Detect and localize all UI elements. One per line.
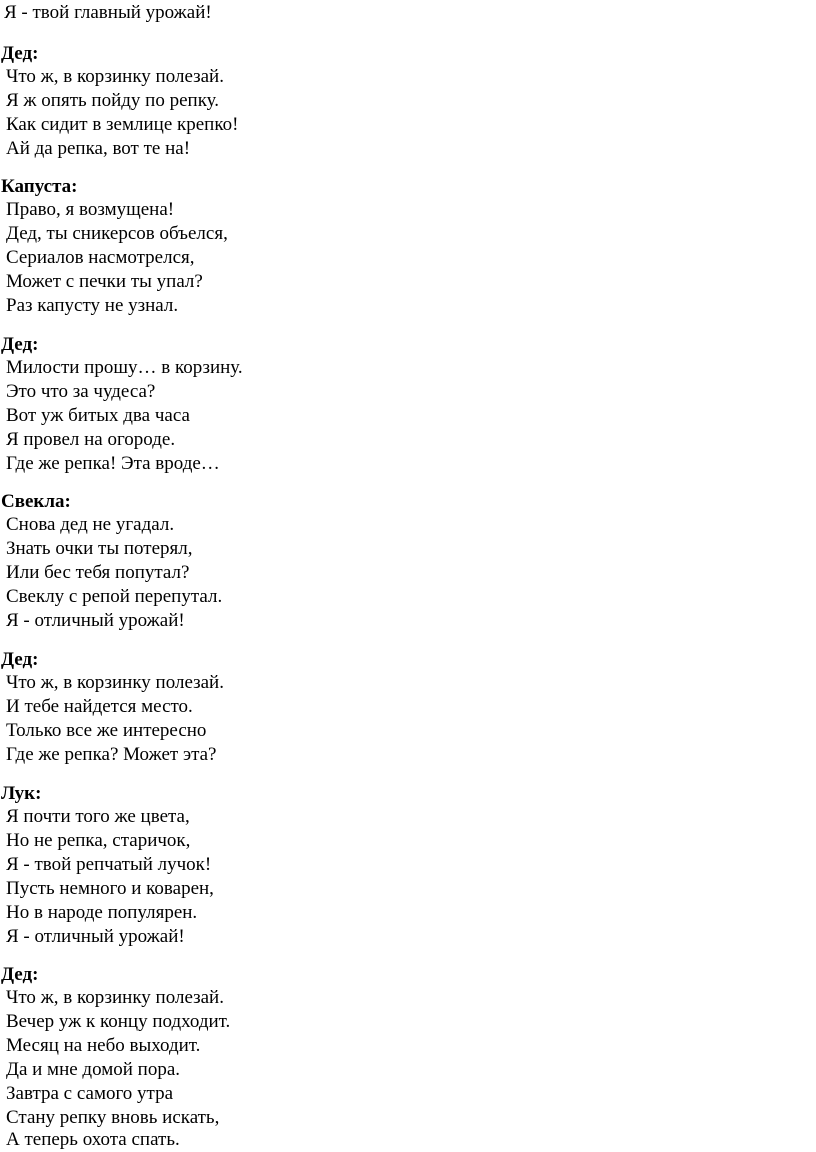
verse-line: Раз капусту не узнал.	[6, 295, 179, 316]
verse-line: Что ж, в корзинку полезай.	[6, 987, 224, 1008]
verse-line: Что ж, в корзинку полезай.	[6, 672, 224, 693]
verse-line: Снова дед не угадал.	[6, 514, 175, 535]
verse-line: Что ж, в корзинку полезай.	[6, 66, 224, 87]
speaker-label: Дед:	[1, 43, 39, 64]
verse-line: Я - отличный урожай!	[6, 926, 185, 947]
verse-line: Ай да репка, вот те на!	[6, 138, 191, 159]
verse-line: Или бес тебя попутал?	[6, 562, 190, 583]
verse-line: Но в народе популярен.	[6, 902, 198, 923]
verse-line: Месяц на небо выходит.	[6, 1035, 201, 1056]
verse-line: Свеклу с репой перепутал.	[6, 586, 223, 607]
verse-line: Где же репка! Эта вроде…	[6, 453, 220, 474]
verse-line: Я - отличный урожай!	[6, 610, 185, 631]
verse-line: Вечер уж к концу подходит.	[6, 1011, 231, 1032]
verse-line: Может с печки ты упал?	[6, 271, 203, 292]
verse-line: Как сидит в землице крепко!	[6, 114, 239, 135]
verse-line: Стану репку вновь искать,	[6, 1107, 220, 1128]
speaker-label: Лук:	[1, 783, 42, 804]
verse-line: Я провел на огороде.	[6, 429, 176, 450]
speaker-label: Дед:	[1, 649, 39, 670]
verse-line: Знать очки ты потерял,	[6, 538, 193, 559]
speaker-label: Свекла:	[1, 491, 71, 512]
verse-line: А теперь охота спать.	[6, 1129, 180, 1150]
verse-line: Пусть немного и коварен,	[6, 878, 214, 899]
verse-line: Это что за чудеса?	[6, 381, 156, 402]
verse-line: Я почти того же цвета,	[6, 806, 190, 827]
verse-line: Но не репка, старичок,	[6, 830, 191, 851]
speaker-label: Капуста:	[1, 176, 78, 197]
speaker-label: Дед:	[1, 334, 39, 355]
speaker-label: Дед:	[1, 964, 39, 985]
verse-line: Я - твой репчатый лучок!	[6, 854, 212, 875]
verse-line: Завтра с самого утра	[6, 1083, 174, 1104]
verse-line: Где же репка? Может эта?	[6, 744, 217, 765]
opening-line: Я - твой главный урожай!	[4, 2, 212, 23]
verse-line: Право, я возмущена!	[6, 199, 175, 220]
verse-line: И тебе найдется место.	[6, 696, 193, 717]
verse-line: Дед, ты сникерсов объелся,	[6, 223, 228, 244]
verse-line: Милости прошу… в корзину.	[6, 357, 243, 378]
verse-line: Сериалов насмотрелся,	[6, 247, 195, 268]
verse-line: Я ж опять пойду по репку.	[6, 90, 220, 111]
verse-line: Да и мне домой пора.	[6, 1059, 181, 1080]
verse-line: Только все же интересно	[6, 720, 207, 741]
verse-line: Вот уж битых два часа	[6, 405, 190, 426]
